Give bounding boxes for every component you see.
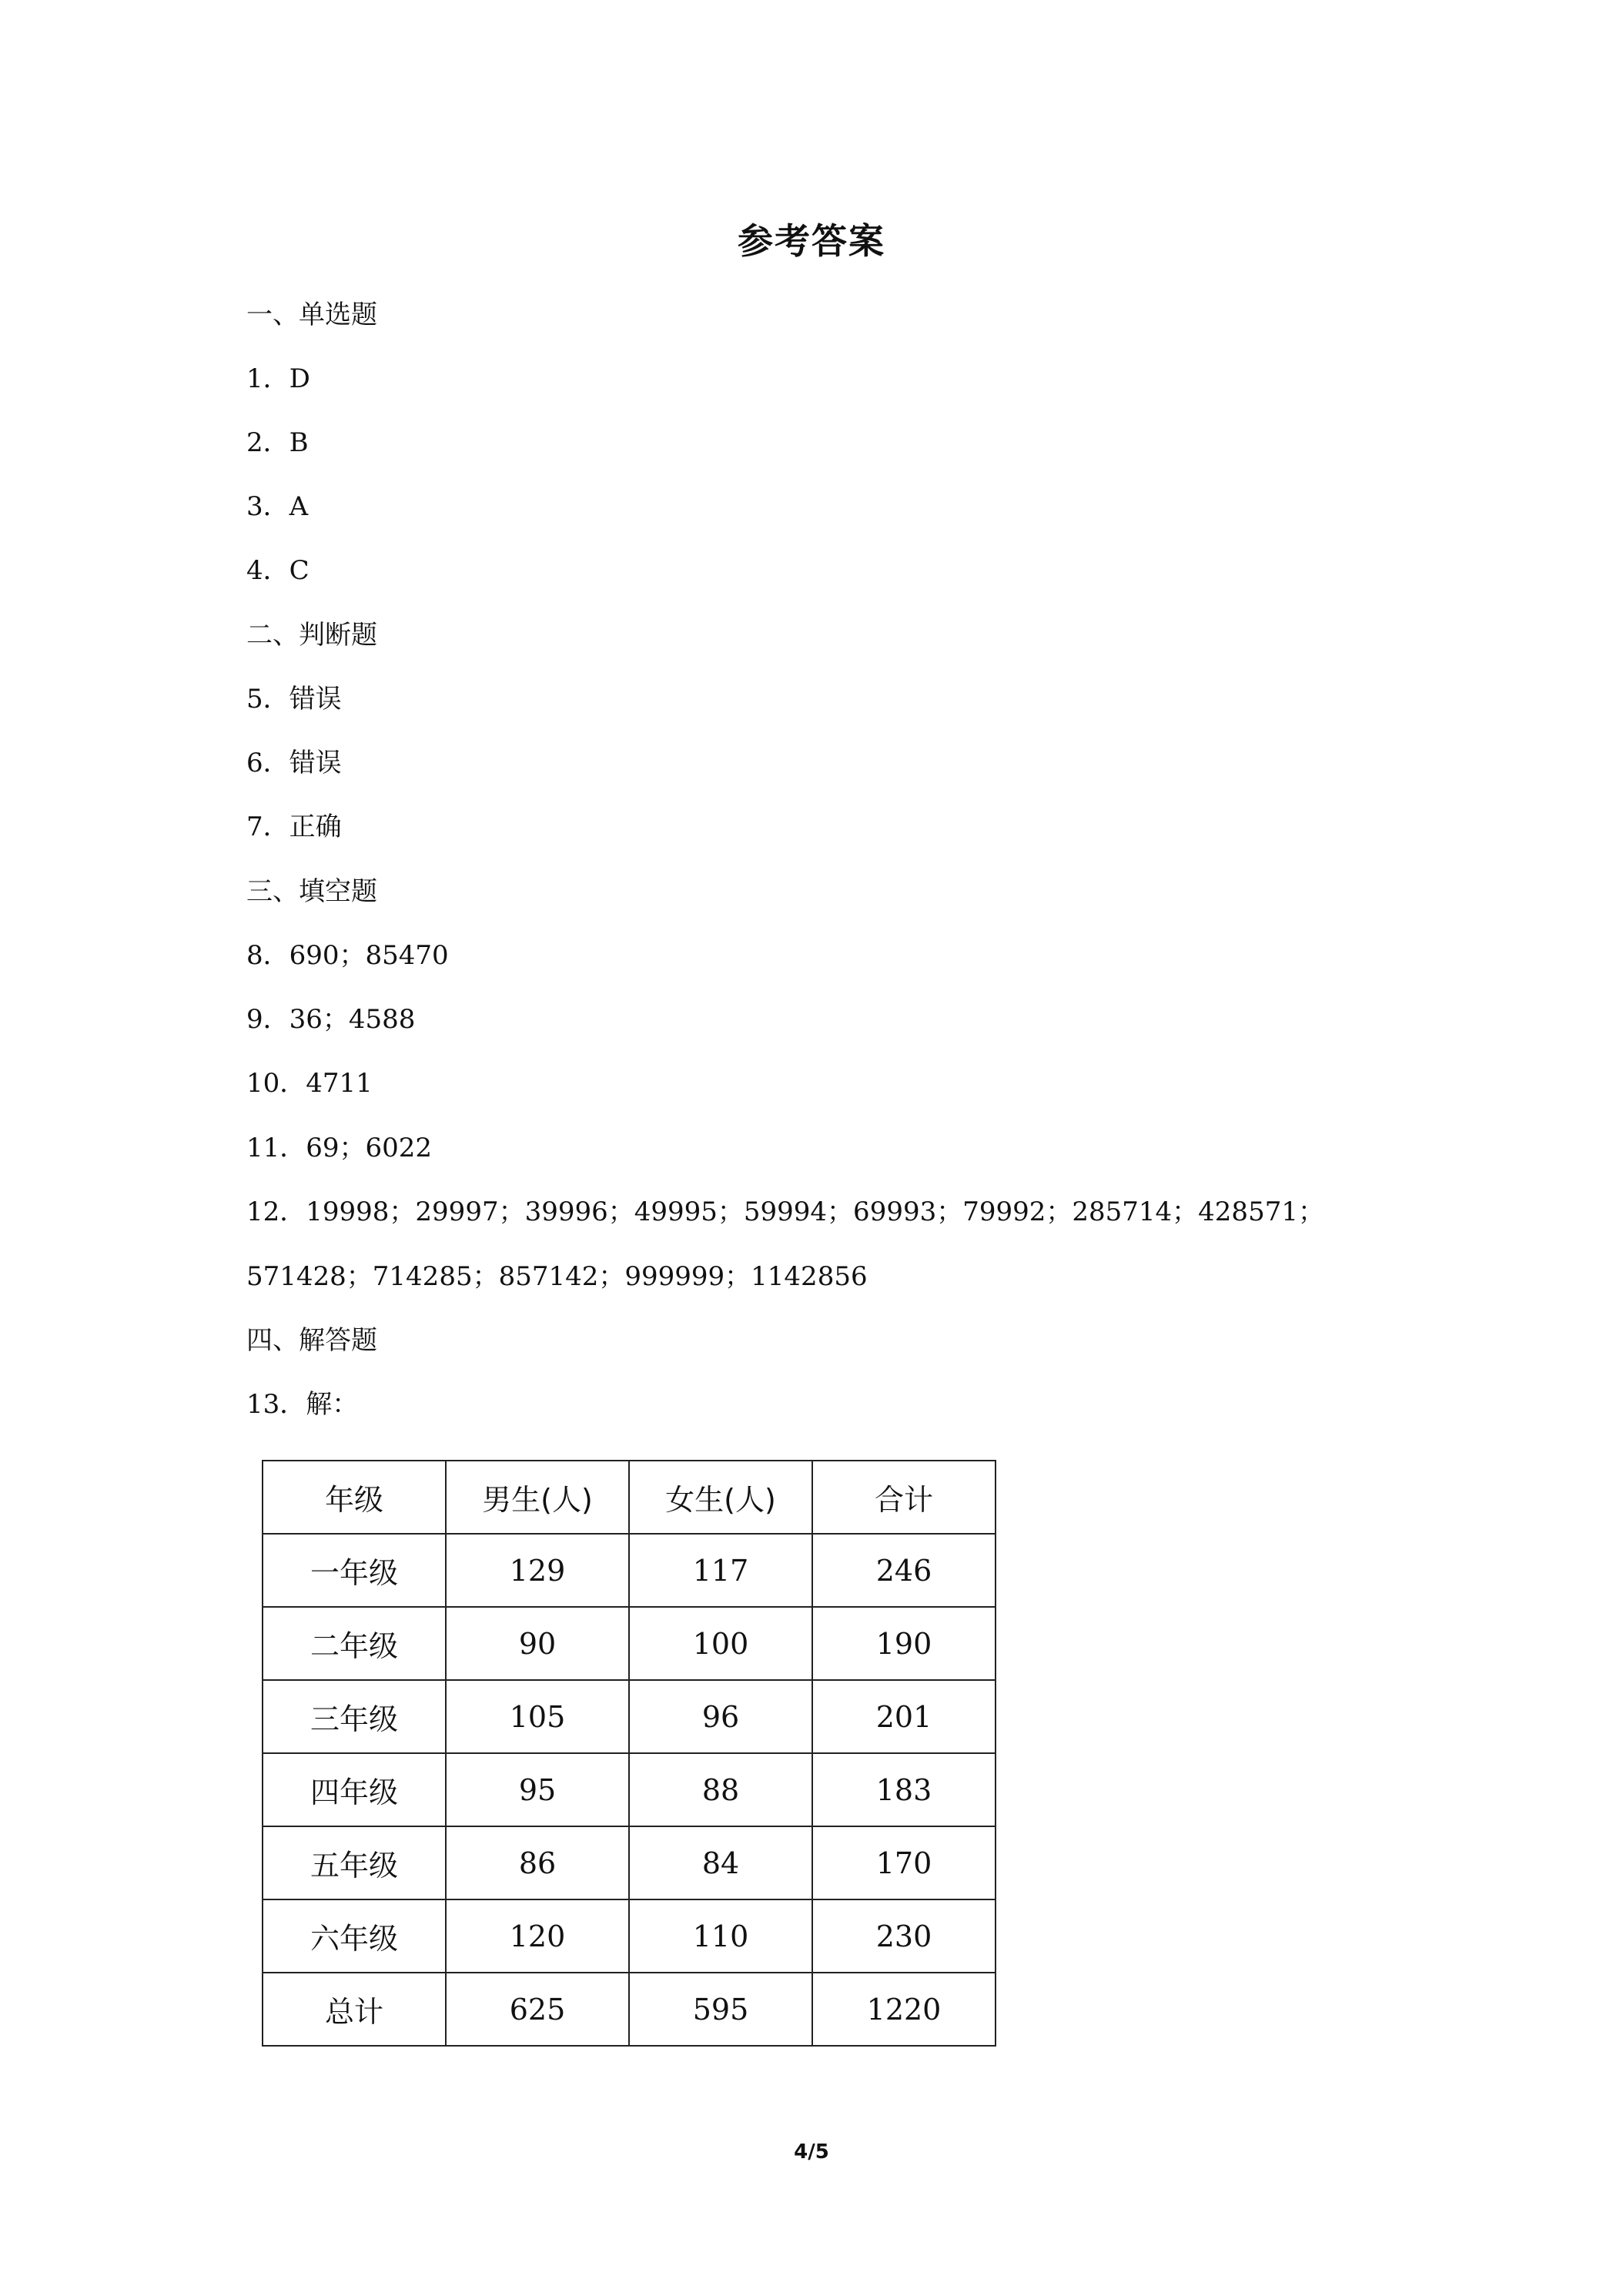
page-title: 参考答案 bbox=[738, 220, 885, 262]
girls-cell: 100 bbox=[629, 1607, 812, 1680]
answer-12: 12．19998；29997；39996；49995；59994；69993；79992；285714；428571；571428；714285；857142；999999；1142856 bbox=[246, 1197, 1324, 1292]
girls-cell: 595 bbox=[629, 1973, 812, 2046]
header-cell-total: 合计 bbox=[812, 1461, 996, 1534]
table-header-row bbox=[263, 1461, 996, 1534]
boys-cell: 129 bbox=[446, 1534, 629, 1607]
answer-5: 5．错误 bbox=[246, 684, 342, 715]
total-cell: 183 bbox=[812, 1753, 996, 1826]
total-cell: 170 bbox=[812, 1826, 996, 1899]
total-cell: 1220 bbox=[812, 1973, 996, 2046]
girls-cell: 110 bbox=[629, 1899, 812, 1973]
table-row bbox=[263, 1534, 996, 1607]
grade-cell: 一年级 bbox=[263, 1534, 446, 1607]
table-row bbox=[263, 1899, 996, 1973]
section-heading-true-false: 二、判断题 bbox=[246, 620, 377, 651]
total-cell: 230 bbox=[812, 1899, 996, 1973]
page-number: 4/5 bbox=[794, 2140, 829, 2164]
boys-cell: 95 bbox=[446, 1753, 629, 1826]
section-heading-single-choice: 一、单选题 bbox=[246, 300, 377, 330]
section-heading-solution: 四、解答题 bbox=[246, 1325, 377, 1356]
total-cell: 201 bbox=[812, 1680, 996, 1753]
header-cell-boys: 男生(人) bbox=[446, 1461, 629, 1534]
grade-cell: 四年级 bbox=[263, 1753, 446, 1826]
boys-cell: 86 bbox=[446, 1826, 629, 1899]
grade-cell: 六年级 bbox=[263, 1899, 446, 1973]
answer-3: 3．A bbox=[246, 491, 309, 522]
answer-13: 13．解： bbox=[246, 1389, 359, 1420]
answer-4: 4．C bbox=[246, 555, 310, 586]
grade-cell: 三年级 bbox=[263, 1680, 446, 1753]
boys-cell: 625 bbox=[446, 1973, 629, 2046]
table-row bbox=[263, 1753, 996, 1826]
table-row-total bbox=[263, 1973, 996, 2046]
student-count-table bbox=[262, 1460, 996, 2047]
answer-6: 6．错误 bbox=[246, 748, 342, 778]
girls-cell: 84 bbox=[629, 1826, 812, 1899]
answer-7: 7．正确 bbox=[246, 812, 342, 842]
answer-9: 9．36；4588 bbox=[246, 1004, 416, 1035]
header-cell-grade: 年级 bbox=[263, 1461, 446, 1534]
grade-cell: 总计 bbox=[263, 1973, 446, 2046]
answer-1: 1．D bbox=[246, 363, 310, 394]
section-heading-fill-blank: 三、填空题 bbox=[246, 876, 377, 907]
grade-cell: 二年级 bbox=[263, 1607, 446, 1680]
girls-cell: 96 bbox=[629, 1680, 812, 1753]
header-cell-girls: 女生(人) bbox=[629, 1461, 812, 1534]
table-row bbox=[263, 1680, 996, 1753]
answer-2: 2．B bbox=[246, 427, 309, 458]
answer-10: 10．4711 bbox=[246, 1068, 373, 1099]
boys-cell: 90 bbox=[446, 1607, 629, 1680]
girls-cell: 117 bbox=[629, 1534, 812, 1607]
table-row bbox=[263, 1607, 996, 1680]
table-row bbox=[263, 1826, 996, 1899]
boys-cell: 105 bbox=[446, 1680, 629, 1753]
total-cell: 190 bbox=[812, 1607, 996, 1680]
answer-11: 11．69；6022 bbox=[246, 1133, 433, 1163]
grade-cell: 五年级 bbox=[263, 1826, 446, 1899]
answer-8: 8．690；85470 bbox=[246, 940, 449, 971]
boys-cell: 120 bbox=[446, 1899, 629, 1973]
girls-cell: 88 bbox=[629, 1753, 812, 1826]
total-cell: 246 bbox=[812, 1534, 996, 1607]
